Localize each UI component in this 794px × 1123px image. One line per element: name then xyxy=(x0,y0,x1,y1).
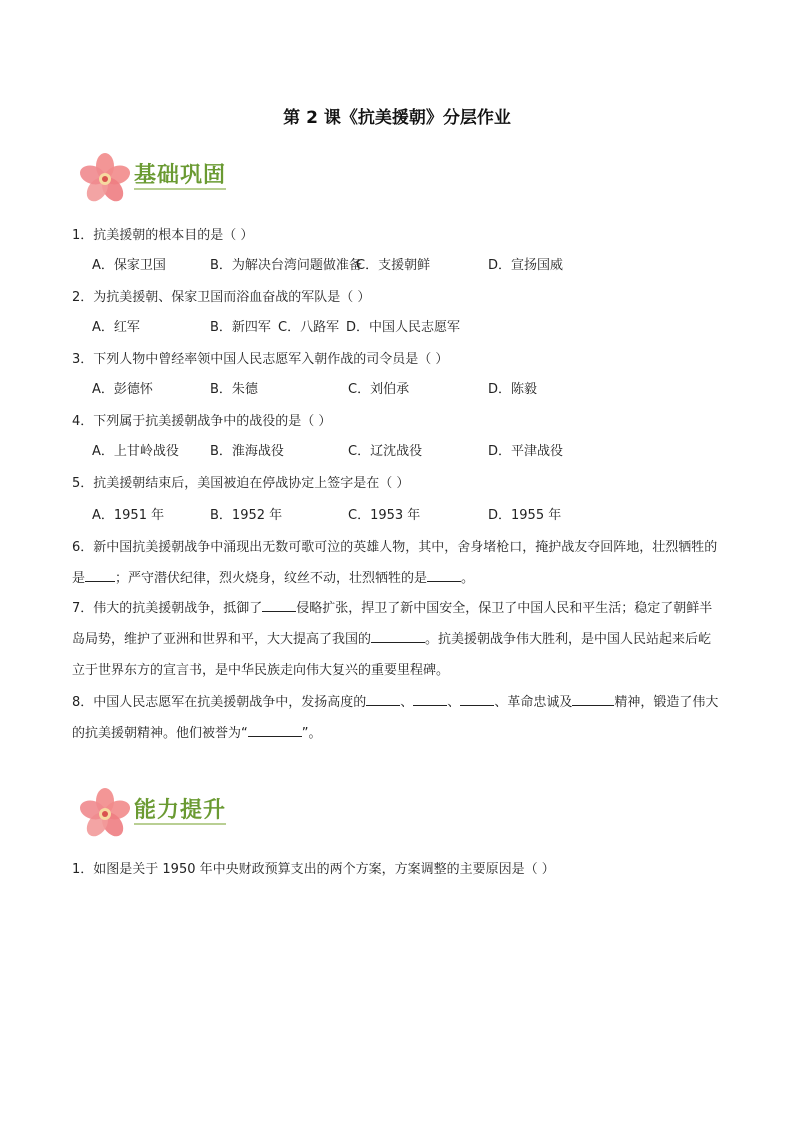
question-8 xyxy=(72,687,724,749)
option-b: B．朱德 xyxy=(210,382,258,397)
option-a: A．保家卫国 xyxy=(92,258,166,273)
option-d: D．平津战役 xyxy=(488,444,564,459)
answer-blank[interactable] xyxy=(460,693,494,706)
question-5: 5．抗美援朝结束后，美国被迫在停战协定上签字是在（ ） xyxy=(72,476,410,491)
answer-blank[interactable] xyxy=(572,693,614,706)
question-6-text-3: 。 xyxy=(461,571,475,586)
section-header-ability xyxy=(76,785,336,841)
option-c: C．刘伯承 xyxy=(348,382,410,397)
question-7-text-3: 。抗美援朝战争伟大胜利，是中国人民站起来后屹立于世界东方的宣言书，是中华民族走向伟大复兴的重要里程碑。 xyxy=(72,632,712,678)
option-d: D．1955 年 xyxy=(488,508,562,523)
option-b: B．淮海战役 xyxy=(210,444,284,459)
answer-blank[interactable] xyxy=(366,693,400,706)
question-8-text-5: 精神，锻造了伟大的抗美援朝精神。他们被誉为“ xyxy=(72,695,719,741)
answer-blank[interactable] xyxy=(262,599,296,612)
option-a: A．彭德怀 xyxy=(92,382,153,397)
answer-blank[interactable] xyxy=(427,569,461,582)
option-a: A．红军 xyxy=(92,320,140,335)
question-7 xyxy=(72,593,724,686)
question-3: 3．下列人物中曾经率领中国人民志愿军入朝作战的司令员是（ ） xyxy=(72,352,449,367)
question-4: 4．下列属于抗美援朝战争中的战役的是（ ） xyxy=(72,414,332,429)
question-6-text-1: 6．新中国抗美援朝战争中涌现出无数可歌可泣的英雄人物，其中，舍身堵枪口，掩护战友夺回阵地，壮烈牺牲的是 xyxy=(72,540,718,586)
answer-blank[interactable] xyxy=(248,724,302,737)
option-c: C．支援朝鲜 xyxy=(356,258,431,273)
question-1: 1．抗美援朝的根本目的是（ ） xyxy=(72,228,254,243)
question-8-text-2: 、 xyxy=(400,695,414,710)
option-b: B．为解决台湾问题做准备 xyxy=(210,258,362,273)
question-7-text-2: 侵略扩张，捍卫了新中国安全，保卫了中国人民和平生活；稳定了朝鲜半岛局势，维护了亚洲和世界和平，大大提高了我国的 xyxy=(72,601,713,647)
page-title: 第 2 课《抗美援朝》分层作业 xyxy=(283,108,511,128)
question-8-text-4: 、革命忠诚及 xyxy=(494,695,573,710)
question-8-text-6: ”。 xyxy=(301,726,322,741)
option-a: A．1951 年 xyxy=(92,508,165,523)
option-c: C．八路军 xyxy=(278,320,340,335)
question-8-text-1: 8．中国人民志愿军在抗美援朝战争中，发扬高度的 xyxy=(72,695,367,710)
option-a: A．上甘岭战役 xyxy=(92,444,179,459)
answer-blank[interactable] xyxy=(413,693,447,706)
question-2: 2．为抗美援朝、保家卫国而浴血奋战的军队是（ ） xyxy=(72,290,371,305)
question-8-text-3: 、 xyxy=(447,695,461,710)
answer-blank[interactable] xyxy=(371,630,425,643)
option-d: D．宣扬国威 xyxy=(488,258,564,273)
option-d: D．陈毅 xyxy=(488,382,538,397)
flower-icon xyxy=(76,785,132,841)
question-7-text-1: 7．伟大的抗美援朝战争，抵御了 xyxy=(72,601,263,616)
option-b: B．新四军 xyxy=(210,320,271,335)
option-d: D．中国人民志愿军 xyxy=(346,320,461,335)
ability-question-1: 1．如图是关于 1950 年中央财政预算支出的两个方案，方案调整的主要原因是（ ） xyxy=(72,862,555,877)
option-b: B．1952 年 xyxy=(210,508,283,523)
flower-icon xyxy=(76,150,132,206)
answer-blank[interactable] xyxy=(85,569,115,582)
question-6 xyxy=(72,532,724,594)
question-6-text-2: ；严守潜伏纪律，烈火烧身，纹丝不动，壮烈牺牲的是 xyxy=(115,571,428,586)
section-title-basic: 基础巩固 xyxy=(134,163,227,188)
section-title-ability: 能力提升 xyxy=(134,798,227,823)
option-c: C．辽沈战役 xyxy=(348,444,423,459)
option-c: C．1953 年 xyxy=(348,508,421,523)
section-header-basic xyxy=(76,150,336,206)
